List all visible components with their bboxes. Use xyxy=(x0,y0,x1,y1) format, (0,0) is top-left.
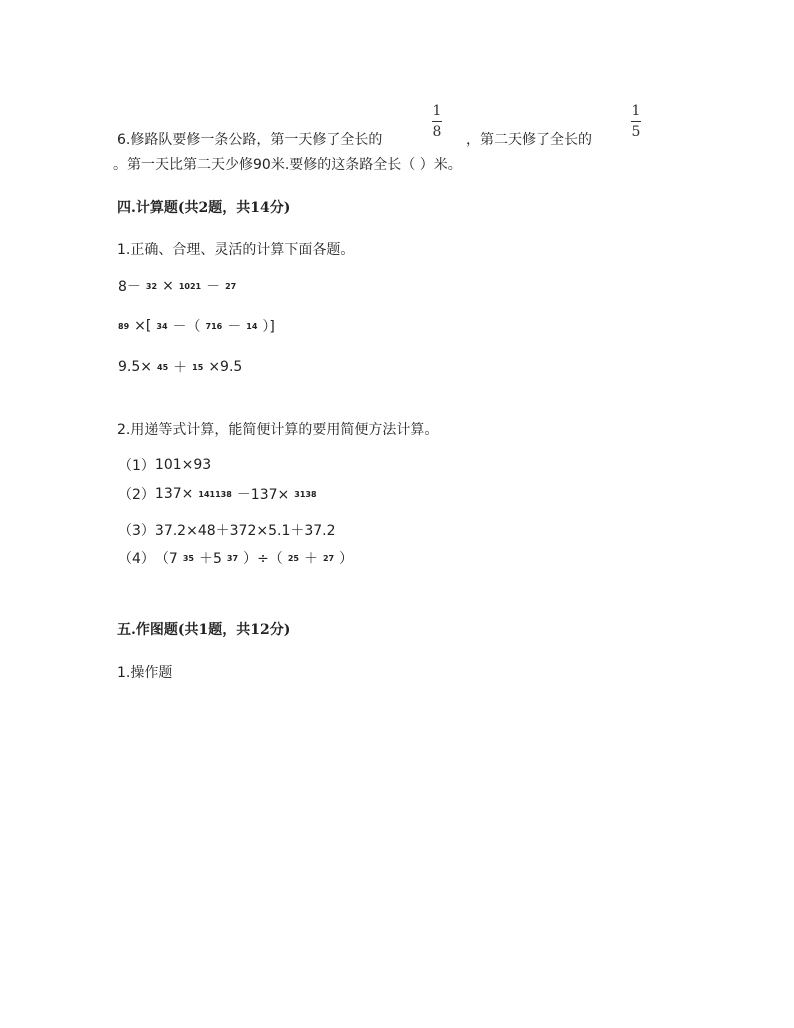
operator: － xyxy=(227,319,242,335)
fraction: 15 xyxy=(192,362,204,372)
fraction: 716 xyxy=(205,321,223,331)
q6-fraction-2 xyxy=(631,103,641,140)
q6-text-line1b: ，第二天修了全长的 xyxy=(466,132,592,148)
operator: ）] xyxy=(262,319,275,335)
operator: × xyxy=(162,278,174,294)
operator: ＋ xyxy=(303,551,318,567)
q6-fraction-2-num: 1 xyxy=(631,103,641,119)
calc-problem-1 xyxy=(118,455,211,475)
fraction: 1021 xyxy=(178,281,202,291)
expr-text: 9.5× xyxy=(118,359,152,375)
section4-heading: 四.计算题(共2题，共14分) xyxy=(117,200,291,216)
expr-text: 137× xyxy=(154,486,194,502)
expr-text: ×9.5 xyxy=(208,359,243,375)
expr-text: 8－ xyxy=(118,279,141,295)
calc-problem-3 xyxy=(118,520,336,540)
section5-heading: 五.作图题(共1题，共12分) xyxy=(117,622,291,638)
calc-expression-3 xyxy=(118,357,242,377)
operator: －（ xyxy=(172,319,201,335)
operator: ×[ xyxy=(134,318,152,334)
expr-text: 37.2×48＋372×5.1＋37.2 xyxy=(154,523,336,539)
q6-fraction-1 xyxy=(432,103,442,140)
calc-problem-4 xyxy=(118,548,353,568)
q6-fraction-2-den: 5 xyxy=(631,124,641,140)
section4-q2-title: 2.用递等式计算，能简便计算的要用简便方法计算。 xyxy=(117,422,439,438)
calc-problem-2 xyxy=(118,484,322,504)
fraction: 34 xyxy=(156,321,168,331)
fraction: 45 xyxy=(157,362,169,372)
operator: ＋ xyxy=(173,360,188,376)
fraction: 35 xyxy=(182,553,194,563)
problem-label: （3） xyxy=(118,523,155,539)
fraction: 14 xyxy=(246,321,258,331)
fraction: 89 xyxy=(118,321,130,331)
calc-expression-2 xyxy=(118,316,275,336)
problem-label: （2） xyxy=(118,487,155,503)
fraction: 27 xyxy=(322,553,335,563)
operator: － xyxy=(206,279,221,295)
q6-fraction-1-num: 1 xyxy=(432,103,442,119)
problem-label: （4） xyxy=(118,551,155,567)
expr-text: 101×93 xyxy=(154,457,212,473)
problem-label: （1） xyxy=(118,458,155,474)
section5-q1-title: 1.操作题 xyxy=(117,665,173,681)
fraction: 27 xyxy=(225,281,237,291)
calc-expression-1 xyxy=(118,276,241,296)
fraction: 25 xyxy=(287,553,299,563)
q6-text-line2: 。第一天比第二天少修90米.要修的这条路全长（ ）米。 xyxy=(113,157,462,173)
expr-text: ＋5 xyxy=(199,551,222,567)
fraction: 3138 xyxy=(294,489,317,499)
section4-q1-title: 1.正确、合理、灵活的计算下面各题。 xyxy=(117,242,355,258)
q6-fraction-1-den: 8 xyxy=(432,124,442,140)
operator: ）÷（ xyxy=(243,551,283,567)
q6-text-line1a: 6.修路队要修一条公路，第一天修了全长的 xyxy=(117,132,383,148)
fraction: 141138 xyxy=(198,489,232,499)
operator: ） xyxy=(339,551,354,567)
operator: －137× xyxy=(236,487,290,503)
expr-text: （7 xyxy=(154,551,178,567)
fraction: 32 xyxy=(145,281,158,291)
fraction: 37 xyxy=(226,553,239,563)
